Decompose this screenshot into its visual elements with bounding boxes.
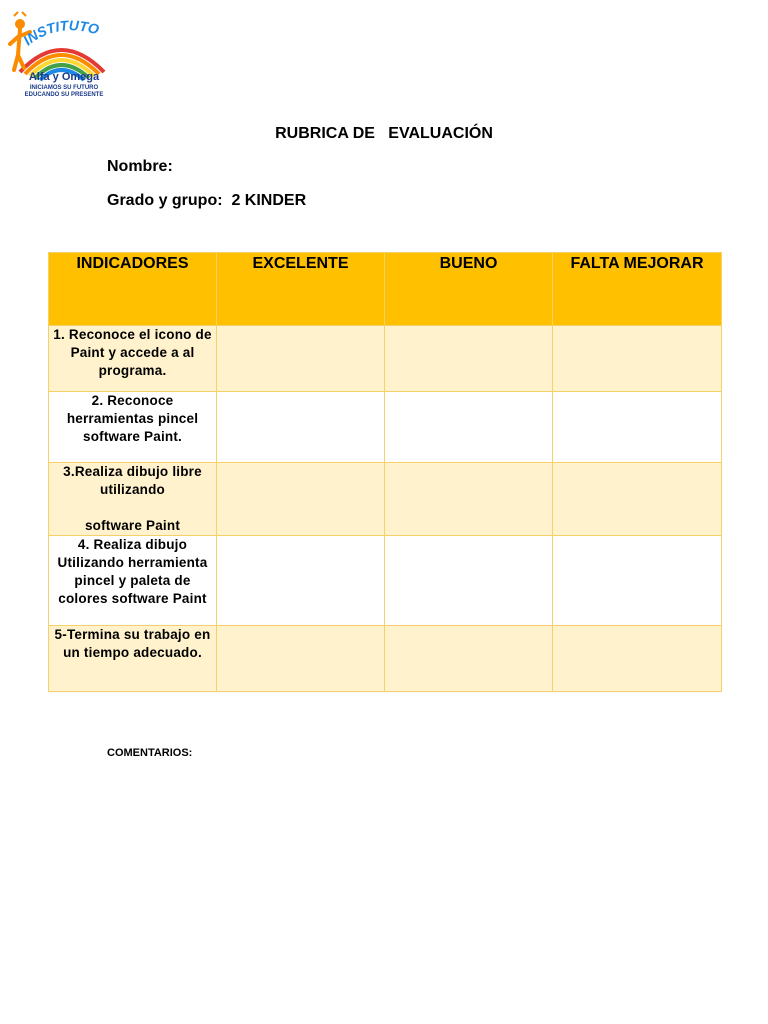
logo-slogan [24,85,104,99]
rating-cell-bueno[interactable] [385,392,553,463]
rating-cell-excelente[interactable] [217,626,385,692]
header-indicadores: INDICADORES [49,253,217,326]
indicator-cell: 5-Termina su trabajo en un tiempo adecuado. [49,626,217,692]
grade-group-label: Grado y grupo: 2 KINDER [107,192,307,209]
rating-cell-excelente[interactable] [217,463,385,536]
rating-cell-falta-mejorar[interactable] [553,626,722,692]
table-row [49,626,722,692]
rating-cell-bueno[interactable] [385,536,553,626]
rating-cell-falta-mejorar[interactable] [553,326,722,392]
logo-name: Alfa y Omega [28,71,100,83]
indicator-cell: 2. Reconoce herramientas pincel software Paint. [49,392,217,463]
rating-cell-excelente[interactable] [217,326,385,392]
rating-cell-bueno[interactable] [385,326,553,392]
rubric-table [48,252,722,692]
table-row [49,392,722,463]
rating-cell-bueno[interactable] [385,463,553,536]
rating-cell-falta-mejorar[interactable] [553,463,722,536]
rating-cell-excelente[interactable] [217,536,385,626]
table-row [49,463,722,536]
table-row [49,326,722,392]
svg-text:INSTITUTO [20,17,101,48]
name-field-label: Nombre: [107,158,173,175]
indicator-cell: 1. Reconoce el icono de Paint y accede a al programa. [49,326,217,392]
header-falta-mejorar: FALTA MEJORAR [553,253,722,326]
rating-cell-excelente[interactable] [217,392,385,463]
header-bueno: BUENO [385,253,553,326]
indicator-cell: 4. Realiza dibujo Utilizando herramienta pincel y paleta de colores software Paint [49,536,217,626]
logo-brand-text: INSTITUTO [20,17,101,49]
logo-slogan-2: EDUCANDO SU PRESENTE [24,92,104,98]
rating-cell-bueno[interactable] [385,626,553,692]
comments-label: COMENTARIOS: [107,747,193,759]
page-title: RUBRICA DE EVALUACIÓN [275,125,493,142]
table-row [49,536,722,626]
rating-cell-falta-mejorar[interactable] [553,536,722,626]
logo-slogan-1: INICIAMOS SU FUTURO [29,85,99,91]
rating-cell-falta-mejorar[interactable] [553,392,722,463]
rubric-header-row [49,253,722,326]
header-excelente: EXCELENTE [217,253,385,326]
indicator-cell: 3.Realiza dibujo libre utilizando software Paint [49,463,217,536]
